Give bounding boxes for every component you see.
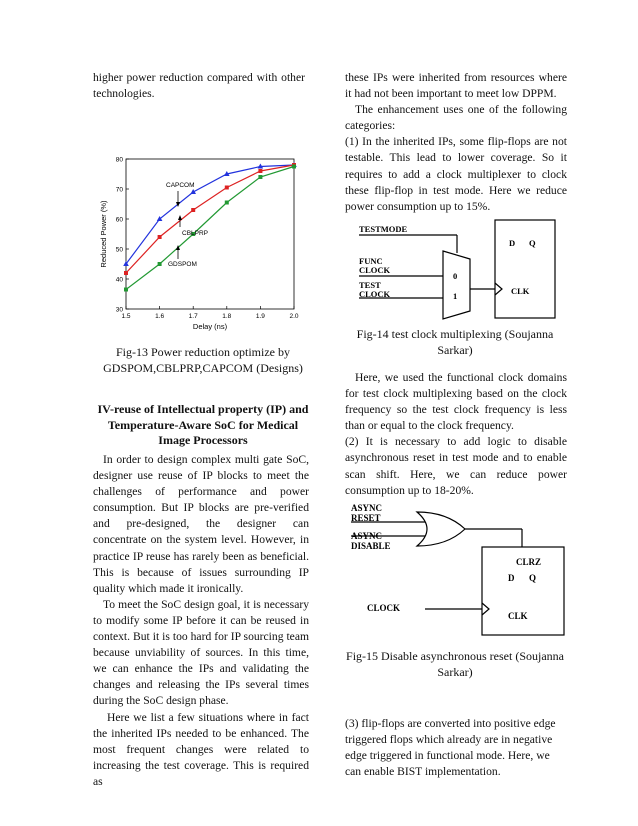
- x-tick-label: 1.6: [155, 313, 165, 320]
- item-3: (3) flip-flops are converted into positive edge triggered flops which already are in negative edge triggered in functional mode. Here, we can enable BIST implementation.: [345, 717, 556, 779]
- testmode-label: TESTMODE: [359, 224, 408, 234]
- clock-multiplexer: [443, 251, 470, 319]
- data-point-cblprp: [158, 235, 162, 239]
- data-point-gdspom: [158, 262, 162, 266]
- ff-q: Q: [529, 238, 536, 248]
- y-tick-label: 40: [115, 276, 123, 284]
- x-tick-label: 1.5: [121, 313, 131, 320]
- data-point-gdspom: [258, 175, 262, 179]
- fig13-chart: [96, 145, 326, 341]
- y-tick-label: 80: [115, 156, 123, 164]
- disable-label: DISABLE: [351, 541, 391, 551]
- annotation-cblprp: CBLPRP: [182, 230, 209, 237]
- ff-d: D: [509, 238, 516, 248]
- left-intro-text: [93, 70, 305, 102]
- data-point-gdspom: [292, 165, 296, 169]
- data-point-gdspom: [225, 201, 229, 205]
- data-point-gdspom: [124, 288, 128, 292]
- async-label-1: ASYNC: [351, 503, 383, 513]
- y-tick-label: 30: [115, 306, 123, 314]
- async-label-2: ASYNC: [351, 531, 383, 541]
- ff-clrz: CLRZ: [516, 557, 542, 567]
- left-body: [93, 452, 309, 790]
- test-label: TEST: [359, 280, 381, 290]
- or-gate: [417, 512, 465, 546]
- body-paragraph-3: Here we list a few situations where in fact the inherited IPs needed to be enhanced. The most frequent changes were related to increasing the test coverage. This is required as: [93, 710, 309, 788]
- right-bottom-text: [345, 716, 567, 780]
- func-clock-label: CLOCK: [359, 265, 391, 275]
- fig15-diagram: [345, 500, 567, 640]
- intro-paragraph: higher power reduction compared with other technologies.: [93, 71, 305, 101]
- item-1: (1) In the inherited IPs, some flip-flops are not testable. This lead to lower coverage. So it requires to add a clock multiplexer to clock these flip-flop in test mode. Here we reduce power consumption up to 15%.: [345, 135, 567, 213]
- body-paragraph-2: To meet the SoC design goal, it is necessary to modify some IP before it can be reused in context. But it is too hard for IP sourcing team because unviability of sources. In this time, we can enhance the IPs and validating the changes and releasing the IPs several times during the SoC design phase.: [93, 597, 309, 708]
- clock-label: CLOCK: [367, 603, 401, 613]
- right-top-text: [345, 70, 567, 215]
- data-point-cblprp: [225, 186, 229, 190]
- x-tick-label: 1.7: [188, 313, 198, 320]
- item-2: (2) It is necessary to add logic to disable asynchronous reset in test mode and to enable scan shift. Here, we can reduce power consumption up to 18-20%.: [345, 435, 567, 497]
- right-mid-text: [345, 370, 567, 499]
- ff-clk: CLK: [508, 611, 528, 621]
- mux-input-1: 1: [453, 291, 458, 301]
- data-point-cblprp: [124, 271, 128, 275]
- y-tick-label: 60: [115, 216, 123, 224]
- x-tick-label: 1.8: [222, 313, 232, 320]
- mux-input-0: 0: [453, 271, 458, 281]
- flip-flop: [495, 220, 555, 318]
- y-tick-label: 70: [115, 186, 123, 194]
- plot-area: [126, 159, 294, 309]
- annotation-gdspom: GDSPOM: [168, 261, 197, 268]
- annotation-capcom: CAPCOM: [166, 182, 195, 189]
- fig14-caption: Fig-14 test clock multiplexing (Soujanna Sarkar): [356, 327, 554, 357]
- x-tick-label: 2.0: [289, 313, 299, 320]
- ff-q: Q: [529, 573, 537, 583]
- data-point-cblprp: [191, 208, 195, 212]
- fig15-caption: Fig-15 Disable asynchronous reset (Soujanna Sarkar): [346, 649, 564, 679]
- right-paragraph-2: The enhancement uses one of the following categories:: [345, 103, 567, 133]
- data-point-cblprp: [258, 169, 262, 173]
- x-tick-label: 1.9: [255, 313, 265, 320]
- right-paragraph-3: Here, we used the functional clock domains for test clock multiplexing based on the clock frequency so the test clock frequency is less than or equal to the clock frequency.: [345, 371, 567, 433]
- func-label: FUNC: [359, 256, 383, 266]
- body-paragraph-1: In order to design complex multi gate SoC, designer use reuse of IP blocks to meet the challenges of performance and power consumption. But IP blocks are pre-verified and pre-designed, the designer can concentrate on the system level. However, in practice IP reuse has rarely been as beneficial. This is because of issues surrounding IP quality which made it ironically.: [93, 453, 309, 595]
- fig14-diagram: [345, 215, 567, 327]
- ff-clk: CLK: [511, 286, 530, 296]
- section-heading: IV-reuse of Intellectual property (IP) and Temperature-Aware SoC for Medical Image Processors: [97, 402, 309, 447]
- reset-label: RESET: [351, 513, 381, 523]
- fig13-caption: Fig-13 Power reduction optimize by GDSPOM,CBLPRP,CAPCOM (Designs): [103, 345, 303, 375]
- x-axis-label: Delay (ns): [192, 322, 228, 331]
- y-axis-label: Reduced Power (%): [99, 200, 108, 268]
- test-clock-label: CLOCK: [359, 289, 391, 299]
- y-tick-label: 50: [115, 246, 123, 254]
- right-paragraph-1: these IPs were inherited from resources where it had not been important to meet low DPPM.: [345, 71, 567, 101]
- ff-d: D: [508, 573, 515, 583]
